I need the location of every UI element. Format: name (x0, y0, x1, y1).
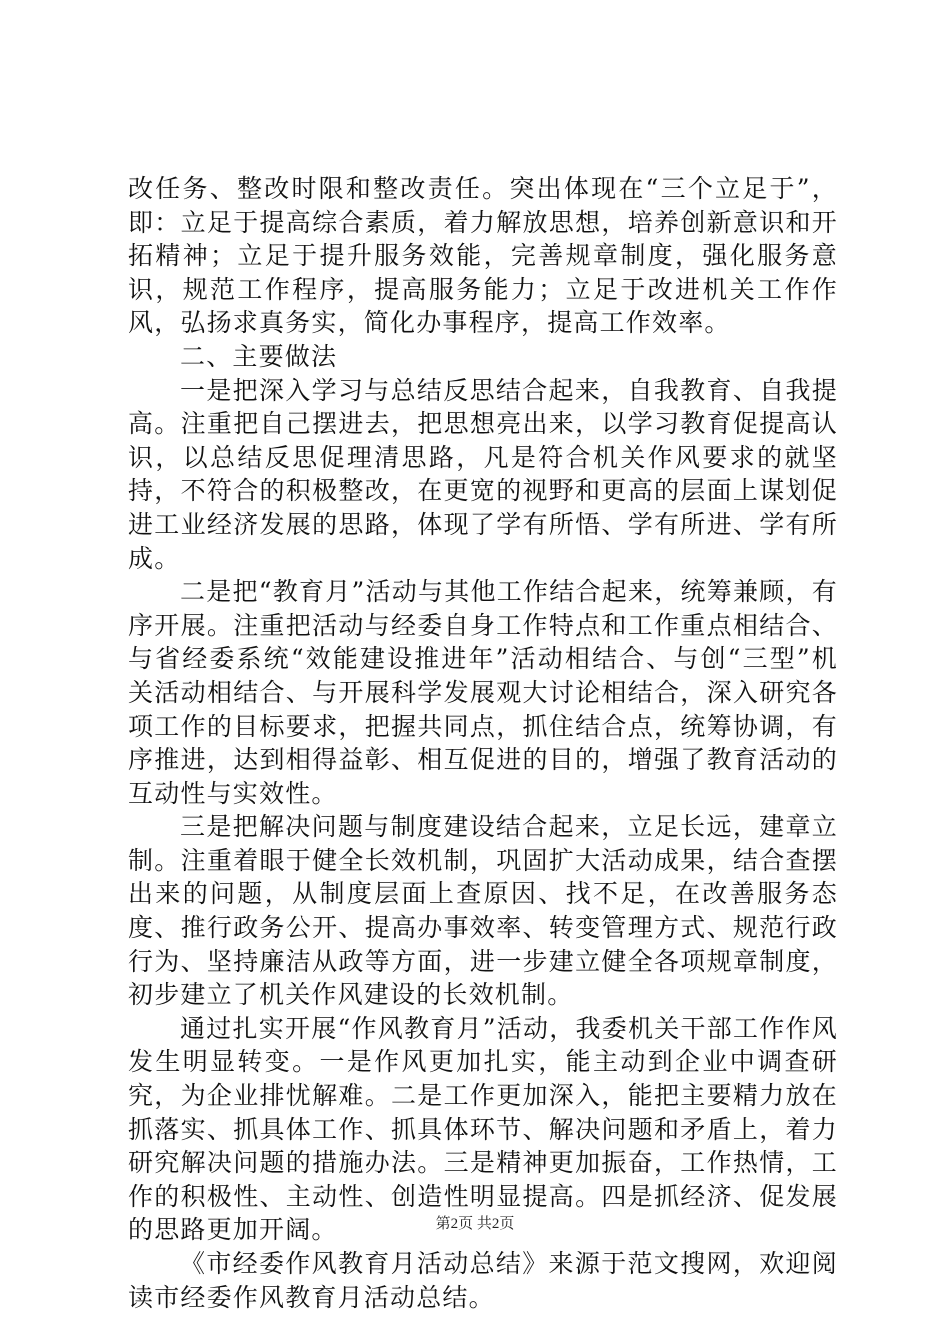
page-number-footer: 第2页 共2页 (435, 1216, 515, 1232)
paragraph-results: 通过扎实开展“作风教育月”活动，我委机关干部工作作风发生明显转变。一是作风更加扎实，能主动到企业中调查研究，为企业排忧解难。二是工作更加深入，能把主要精力放在抓落实、抓具体工作、抓具体环节、解决问题和矛盾上，着力研究解决问题的措施办法。三是精神更加振奋，工作热情，工作的积极性、主动性、创造性明显提高。四是抓经济、促发展的思路更加开阔。 (128, 1013, 838, 1245)
paragraph-practice-one: 一是把深入学习与总结反思结合起来，自我教育、自我提高。注重把自己摆进去，把思想亮出来，以学习教育促提高认识，以总结反思促理清思路，凡是符合机关作风要求的就坚持，不符合的积极整改，在更宽的视野和更高的层面上谋划促进工业经济发展的思路，体现了学有所悟、学有所进、学有所成。 (128, 375, 838, 573)
paragraph-practice-three: 三是把解决问题与制度建设结合起来，立足长远，建章立制。注重着眼于健全长效机制，巩固扩大活动成果，结合查摆出来的问题，从制度层面上查原因、找不足，在改善服务态度、推行政务公开、提高办事效率、转变管理方式、规范行政行为、坚持廉洁从政等方面，进一步建立健全各项规章制度，初步建立了机关作风建设的长效机制。 (128, 812, 838, 1010)
document-body (128, 172, 838, 1314)
section-heading-main-practices: 二、主要做法 (180, 341, 338, 371)
paragraph-source-note: 《市经委作风教育月活动总结》来源于范文搜网，欢迎阅读市经委作风教育月活动总结。 (128, 1249, 838, 1312)
paragraph-practice-two: 二是把“教育月”活动与其他工作结合起来，统筹兼顾，有序开展。注重把活动与经委自身工作特点和工作重点相结合、与省经委系统“效能建设推进年”活动相结合、与创“三型”机关活动相结合、与开展科学发展观大讨论相结合，深入研究各项工作的目标要求，把握共同点，抓住结合点，统筹协调，有序推进，达到相得益彰、相互促进的目的，增强了教育活动的互动性与实效性。 (128, 577, 838, 808)
paragraph-continuation: 改任务、整改时限和整改责任。突出体现在“三个立足于”，即：立足于提高综合素质，着力解放思想，培养创新意识和开拓精神；立足于提升服务效能，完善规章制度，强化服务意识，规范工作程序，提高服务能力；立足于改进机关工作作风，弘扬求真务实，简化办事程序，提高工作效率。 (128, 174, 838, 338)
